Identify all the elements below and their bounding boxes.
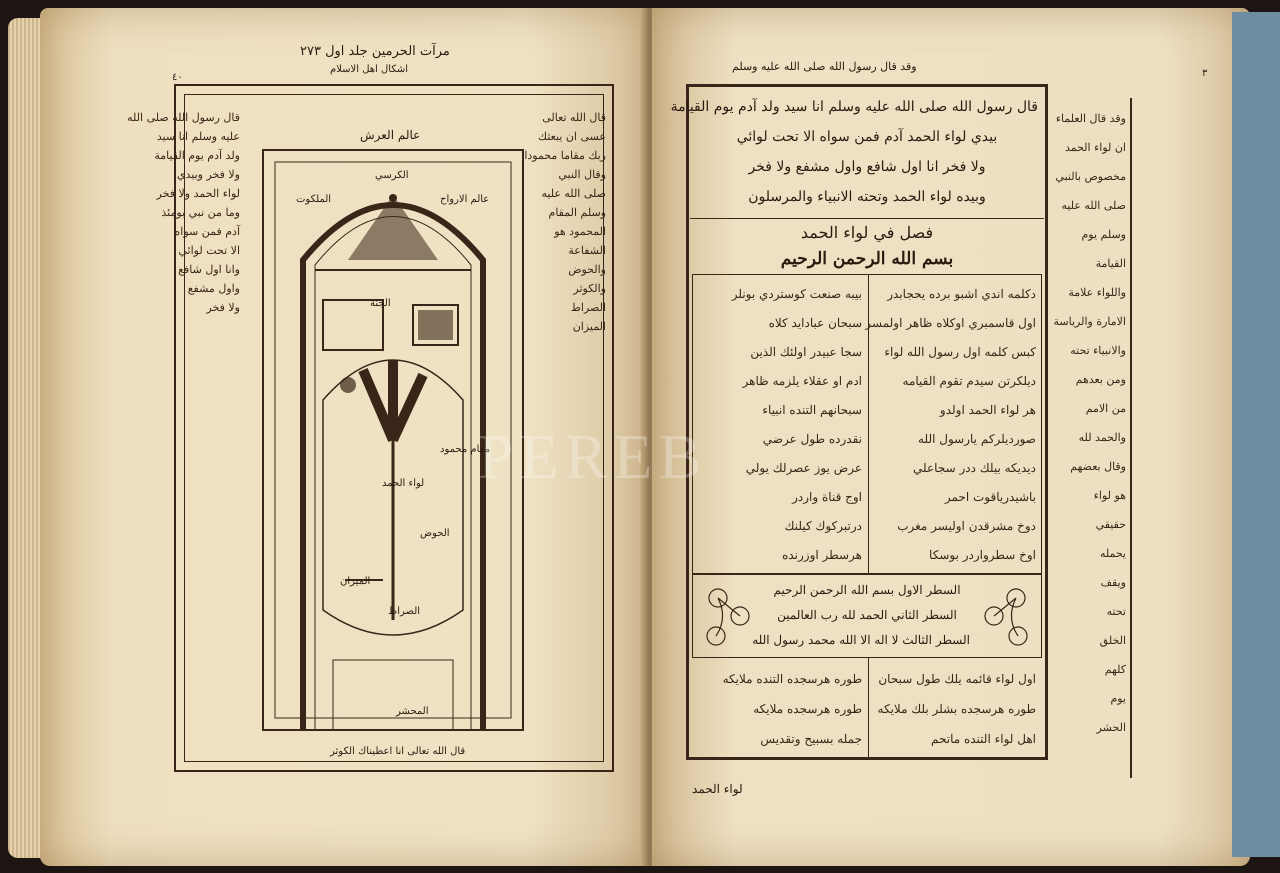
text-line: والانبياء تحته (1070, 344, 1126, 357)
text-line: واول مشفع (187, 282, 240, 295)
basmala: بسم الله الرحمن الرحيم (780, 249, 954, 269)
book-cover-edge (1232, 12, 1280, 857)
text-line: الشفاعة (568, 244, 606, 257)
text-line: صلى الله عليه (541, 187, 606, 200)
text-line: ولا فخر وبيدي (176, 168, 240, 181)
text-line: صلى الله عليه (1061, 199, 1126, 212)
left-margin-column (127, 108, 240, 748)
box-line: السطر الثالث لا اله الا الله محمد رسول الله (752, 633, 970, 647)
text-line: من الامم (1085, 402, 1126, 415)
diagram-label: مقام محمود (440, 444, 491, 455)
text-line: اوخ سطرواردر بوسكا (929, 548, 1036, 562)
text-line: كلهم (1104, 663, 1126, 676)
text-line: صورديلركم يارسول الله (918, 432, 1036, 446)
header-line: وبيده لواء الحمد وتحته الانبياء والمرسلون (748, 189, 986, 205)
text-line: وما من نبي يومئذ (161, 206, 240, 219)
text-line: كبس كلمه اول رسول الله لواء (884, 345, 1036, 359)
text-line: هو لواء (1093, 489, 1126, 502)
text-line: ومن بعدهم (1075, 373, 1126, 386)
column-left (698, 280, 862, 570)
watermark: PEREB (478, 421, 708, 492)
text-line: عسى ان يبعثك (538, 130, 606, 143)
text-line: تحته (1106, 605, 1126, 618)
column-rule-bottom (868, 658, 869, 760)
text-line: آدم فمن سواه (174, 225, 240, 238)
text-line: اوج قناة واردر (792, 490, 862, 504)
page-edge-stack (8, 18, 44, 858)
left-running-head: مرآت الحرمين جلد اول ٢٧٣ (300, 44, 450, 59)
text-line: هرسطر اوزرنده (782, 548, 862, 562)
text-line: الصراط (570, 301, 606, 314)
text-line: اهل لواء التنده ماتحم (931, 732, 1036, 746)
text-line: درتبركوك كيلنك (784, 519, 862, 533)
text-line: الحشر (1096, 721, 1126, 734)
right-margin-notes (1052, 104, 1126, 764)
left-bottom-caption: قال الله تعالى انا اعطيناك الكوثر (330, 746, 466, 757)
bottom-column-right (874, 664, 1036, 754)
right-page (652, 8, 1250, 866)
text-line: المحمود هو (554, 225, 606, 238)
diagram-label: الميزان (340, 576, 371, 587)
text-line: وقال النبي (558, 168, 606, 181)
text-line: سبحانهم التنده انبياء (762, 403, 862, 417)
text-line: الامارة والرياسة (1053, 315, 1126, 328)
header-line: ولا فخر انا اول شافع واول مشفع ولا فخر (748, 159, 986, 175)
diagram-label: الحوض (420, 528, 450, 539)
text-line: نقدرده طول عرضي (762, 432, 862, 446)
text-line: الخلق (1099, 634, 1126, 647)
right-page-number: ٣ (1202, 68, 1208, 79)
diagram-label: الملكوت (296, 194, 332, 205)
text-line: وقد قال العلماء (1055, 112, 1126, 125)
text-line: طوره هرسجده بشلر بلك ملايكه (877, 702, 1036, 716)
text-line: عرض يوز عصرلك يولي (745, 461, 862, 475)
header-block (670, 92, 1038, 212)
text-line: لواء الحمد ولا فخر (156, 187, 240, 200)
diagram-label: الكرسي (375, 170, 409, 181)
text-line: القيامة (1095, 257, 1126, 270)
text-line: الميزان (572, 320, 606, 333)
left-subhead: اشكال اهل الاسلام (330, 64, 408, 75)
right-running-head: وقد قال رسول الله صلى الله عليه وسلم (732, 60, 917, 73)
header-line: قال رسول الله صلى الله عليه وسلم انا سيد ولد آدم يوم القيامة (670, 99, 1038, 115)
diagram-label-throne: عالم العرش (360, 128, 421, 142)
text-line: اول لواء قائمه يلك طول سبحان (878, 672, 1036, 686)
text-line: ولا فخر (206, 301, 240, 314)
box-line: السطر الثاني الحمد لله رب العالمين (777, 608, 957, 622)
text-line: ديلكرتن سيدم تقوم القيامه (902, 374, 1036, 388)
header-line: بيدي لواء الحمد آدم فمن سواه الا تحت لوائي (736, 129, 998, 145)
text-line: والحوض (568, 263, 606, 276)
section-title: فصل في لواء الحمد (800, 223, 934, 242)
text-line: قال رسول الله صلى الله (127, 111, 240, 124)
floral-box-text (752, 578, 970, 653)
bottom-column-left (698, 664, 862, 754)
text-line: ان لواء الحمد (1064, 141, 1126, 154)
text-line: طوره هرسجده التنده ملايكه (722, 672, 862, 686)
text-line: دوخ مشرقدن اوليسر مغرب (897, 519, 1036, 533)
text-line: يوم (1110, 692, 1126, 705)
column-right (865, 280, 1036, 570)
text-line: والكوثر (573, 282, 606, 295)
diagram-label: عالم الارواح (440, 194, 490, 205)
flower-ornament-left (698, 578, 760, 654)
text-line: والحمد لله (1078, 431, 1126, 444)
text-line: وسلم المقام (548, 206, 606, 219)
text-line: سبحان عبادايد كلاه (768, 316, 862, 330)
text-line: ادم او عقلاء يلزمه ظاهر (742, 374, 862, 388)
text-line: ربك مقاما محمودا (524, 149, 606, 162)
text-line: عليه وسلم انا سيد (156, 130, 240, 143)
diagram-label: لواء الحمد (382, 478, 425, 489)
text-line: اول قاسمبري اوكلاه ظاهر اولمسر (865, 316, 1036, 330)
text-line: ديديكه بيلك ددر سجاعلي (913, 461, 1036, 475)
text-line: وقال بعضهم (1070, 460, 1126, 473)
flower-ornament-right (974, 578, 1036, 654)
box-line: السطر الاول بسم الله الرحمن الرحيم (773, 583, 961, 597)
text-line: سجا عبيدر اولئك الذين (750, 345, 862, 359)
text-line: مخصوص بالنبي (1055, 170, 1126, 183)
diagram-label: الصراط (388, 606, 421, 617)
text-line: واللواء علامة (1068, 286, 1126, 299)
text-line: بيبه صنعت كوستردي بونلر (731, 287, 862, 301)
text-line: يحمله (1099, 547, 1126, 560)
diagram-label: الجنة (370, 298, 391, 309)
text-line: ويقف (1100, 576, 1126, 589)
text-line: باشيدرياقوت احمر (944, 490, 1036, 504)
text-line: الا تحت لوائي (178, 244, 240, 257)
text-line: هر لواء الحمد اولدو (939, 403, 1036, 417)
diagram-label: المحشر (396, 706, 429, 717)
left-page-number: ٤٠ (172, 72, 183, 83)
text-line: طوره هرسجده ملايكه (753, 702, 862, 716)
text-line: وانا اول شافع (178, 263, 240, 276)
text-line: دكلمه اندي اشبو برده يحجابدر (887, 287, 1036, 301)
text-line: وسلم يوم (1081, 228, 1126, 241)
margin-rule (1130, 98, 1133, 778)
text-line: قال الله تعالى (542, 111, 606, 124)
text-line: جمله بسبيح وتقديس (760, 732, 862, 746)
text-line: ولد آدم يوم القيامة (154, 149, 240, 162)
footer-catchword: لواء الحمد (692, 782, 743, 796)
text-line: حقيقي (1095, 518, 1126, 531)
